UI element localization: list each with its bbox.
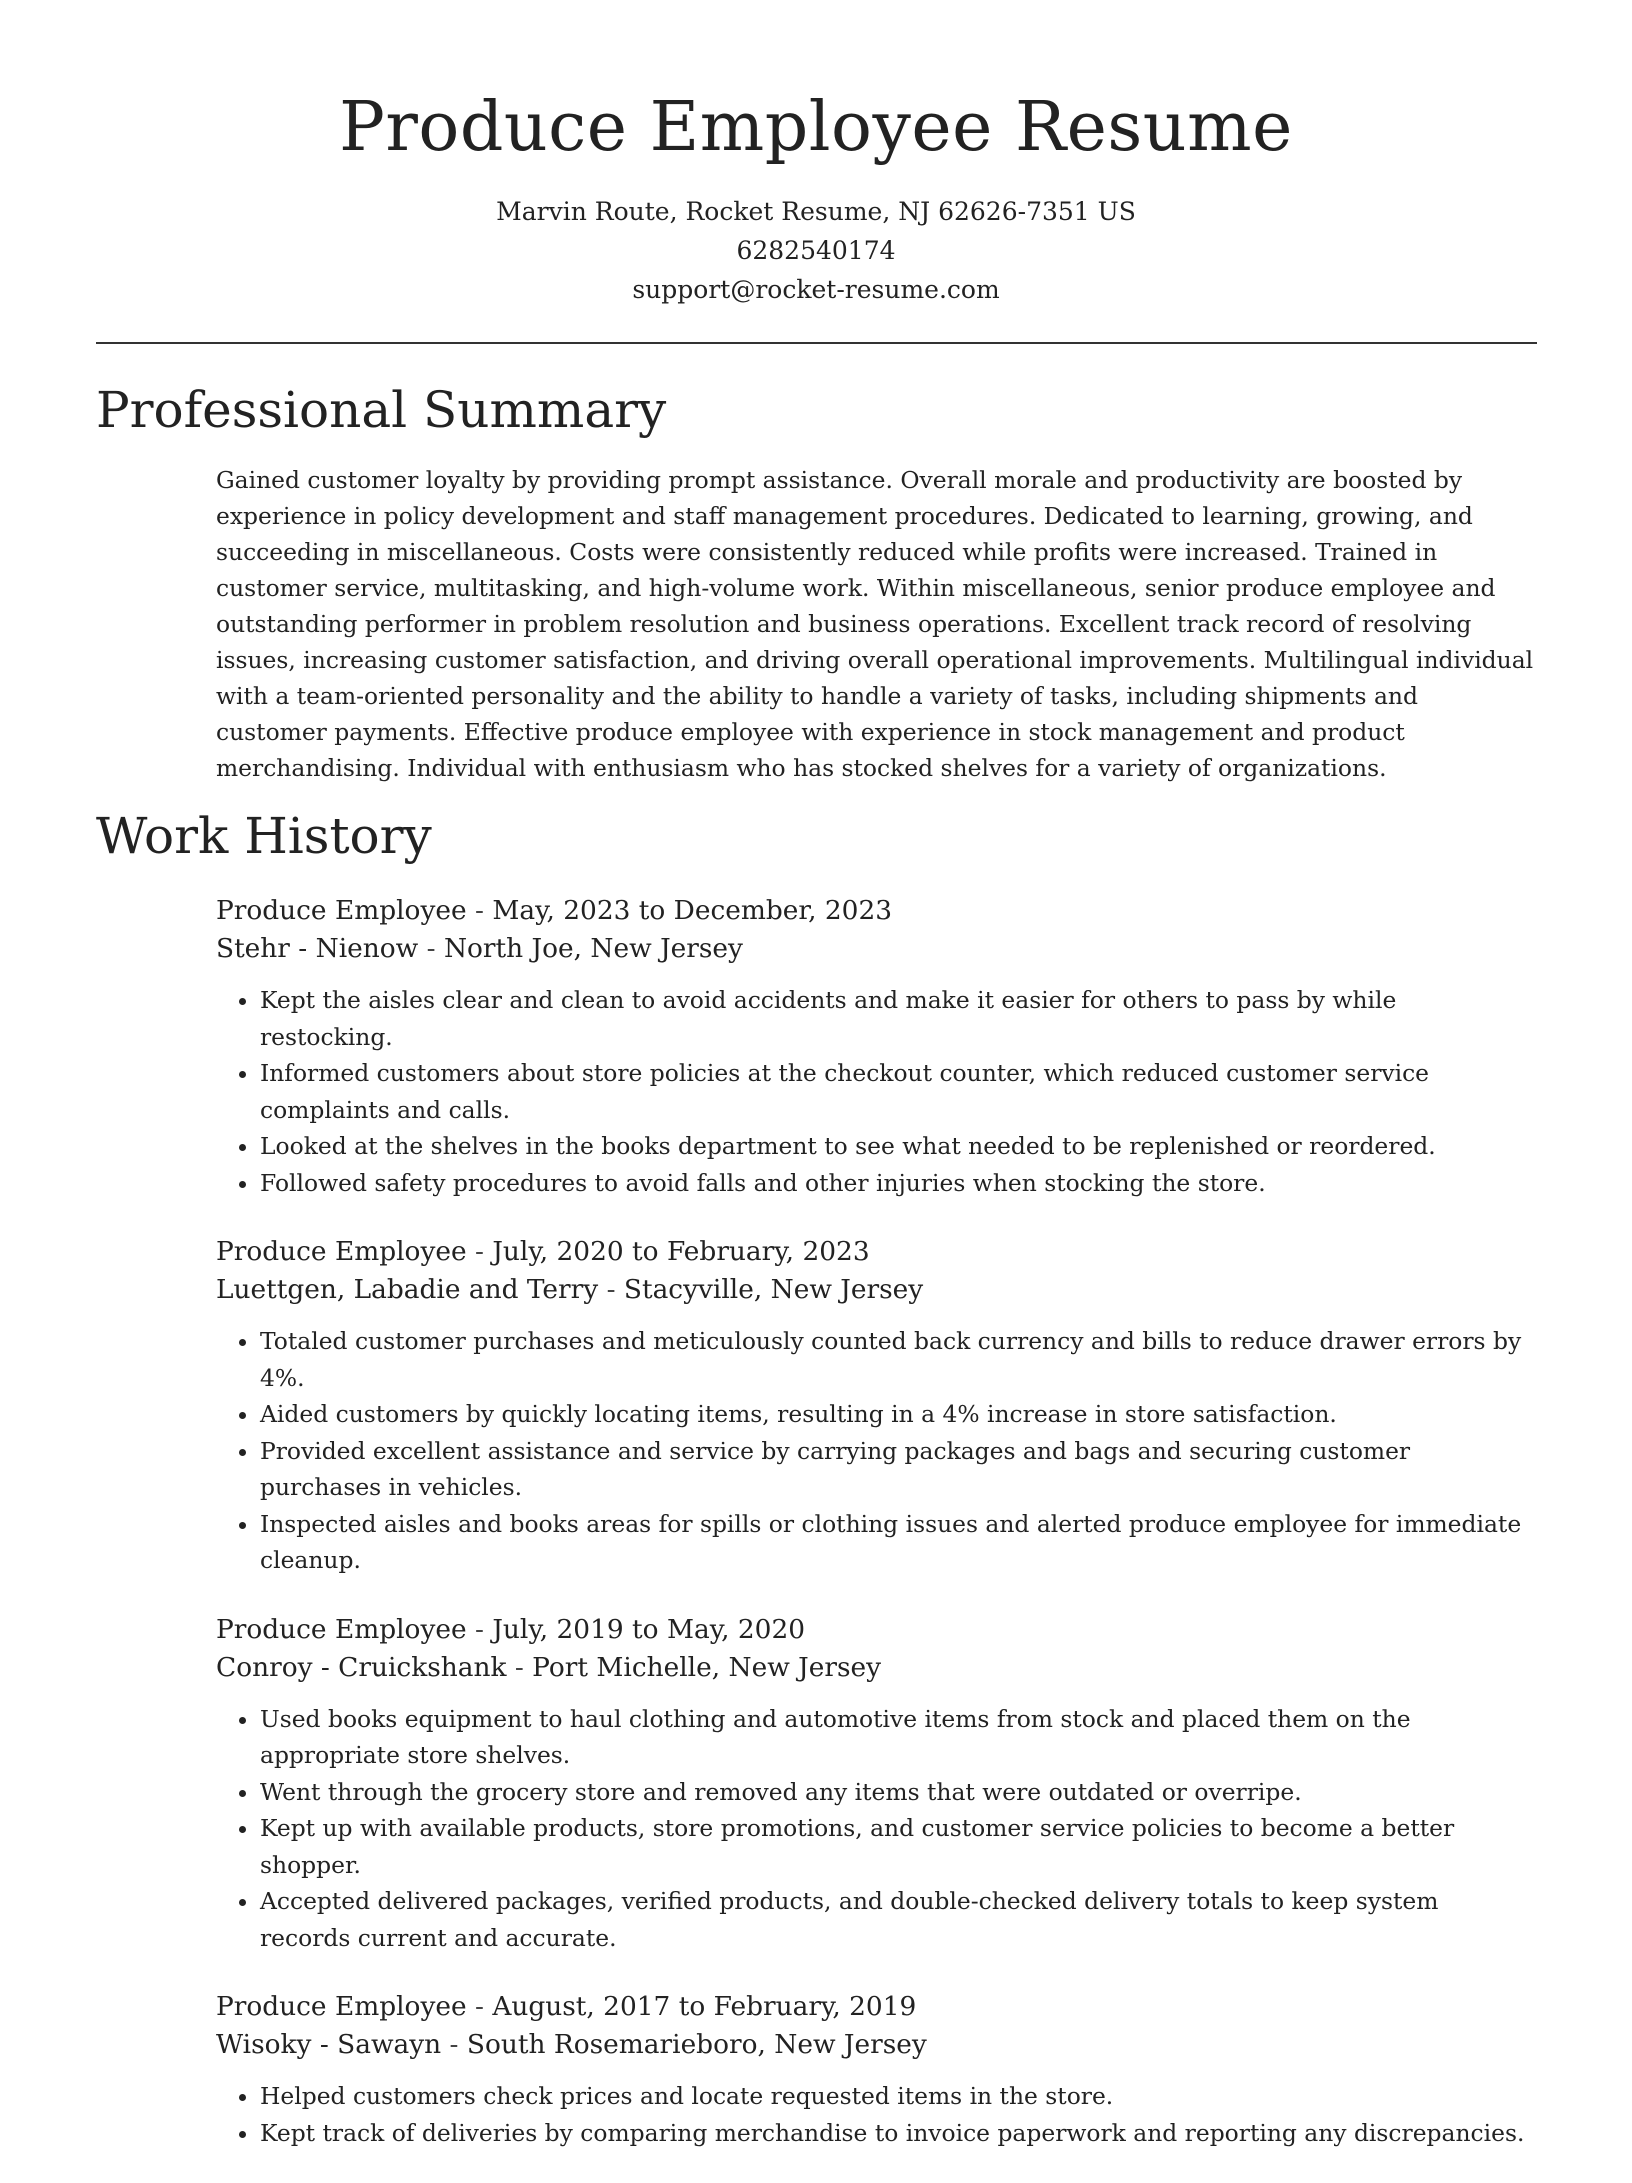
job-bullet: • Followed safety procedures to avoid falls and other injuries when stocking the store.: [260, 1165, 1536, 1202]
job-bullet: • Inspected aisles and books areas for spills or clothing issues and alerted produce employee for immediate cleanup.: [260, 1506, 1536, 1579]
header-divider: [96, 342, 1537, 344]
summary-paragraph: Gained customer loyalty by providing prompt assistance. Overall morale and productivity are boosted by experience in policy development and staff management procedures. Dedicated to learning, growing, and succeeding in miscellaneous. Costs were consistently reduced while profits were increased. Trained in customer service, multitasking, and high-volume work. Within miscellaneous, senior produce employee and outstanding performer in problem resolution and business operations. Excellent track record of resolving issues, increasing customer satisfaction, and driving overall operational improvements. Multilingual individual with a team-oriented personality and the ability to handle a variety of tasks, including shipments and customer payments. Effective produce employee with experience in stock management and product merchandising. Individual with enthusiasm who has stocked shelves for a variety of organizations.: [216, 466, 1534, 782]
job-dates: July, 2019 to May, 2020: [492, 1613, 806, 1645]
job-bullet: • Kept the aisles clear and clean to avoid accidents and make it easier for others to pass by while restocking.: [260, 982, 1536, 1055]
job-bullet-list: [216, 1701, 1536, 1957]
separator: -: [506, 1651, 533, 1683]
work-history-list: [216, 892, 1536, 2183]
job-bullet: • Kept track of deliveries by comparing merchandise to invoice paperwork and reporting any discrepancies.: [260, 2115, 1536, 2152]
job-company-line: [216, 2026, 1536, 2064]
job-bullet: • Accepted delivered packages, verified products, and double-checked delivery totals to keep system records current and accurate.: [260, 1883, 1536, 1956]
job-dates: July, 2020 to February, 2023: [492, 1236, 870, 1267]
contact-address: Marvin Route, Rocket Resume, NJ 62626-7351 US: [496, 197, 1136, 226]
job-dates: May, 2023 to December, 2023: [492, 895, 893, 926]
summary-heading: Professional Summary: [96, 381, 667, 439]
job-company-line: [216, 1649, 1536, 1687]
separator: -: [441, 2029, 467, 2060]
job-bullet: • Totaled customer purchases and meticulously counted back currency and bills to reduce drawer errors by 4%.: [260, 1323, 1536, 1396]
job-bullet: • Went through the grocery store and removed any items that were outdated or overripe.: [260, 1774, 1536, 1811]
job-bullet: • Looked at the shelves in the books department to see what needed to be replenished or reordered.: [260, 1128, 1536, 1165]
job-title-line: [216, 1611, 1536, 1649]
separator: -: [418, 933, 444, 964]
work-history-heading: Work History: [96, 807, 432, 865]
job-dates: August, 2017 to February, 2019: [492, 1991, 917, 2022]
separator: -: [466, 1613, 493, 1645]
job-company: Conroy - Cruickshank: [216, 1651, 507, 1683]
job-location: North Joe, New Jersey: [443, 933, 743, 964]
job-title: Produce Employee: [216, 1236, 467, 1267]
job-location: South Rosemarieboro, New Jersey: [466, 2029, 927, 2060]
job-company-line: [216, 930, 1536, 968]
job-bullet: • Informed customers about store policies at the checkout counter, which reduced customer service complaints and calls.: [260, 1055, 1536, 1128]
contact-phone: 6282540174: [736, 236, 896, 265]
job-company-line: [216, 1271, 1536, 1309]
separator: -: [598, 1274, 624, 1305]
job-company: Wisoky - Sawayn: [216, 2029, 442, 2060]
resume-header: [0, 0, 1632, 309]
separator: -: [466, 1991, 493, 2022]
job-company: Stehr - Nienow: [216, 933, 419, 964]
job-bullet-list: [216, 2078, 1536, 2151]
job-title-line: [216, 892, 1536, 930]
job-bullet-list: [216, 982, 1536, 1201]
job-bullet: • Provided excellent assistance and service by carrying packages and bags and securing customer purchases in vehicles.: [260, 1433, 1536, 1506]
job-title: Produce Employee: [216, 895, 467, 926]
page-title: Produce Employee Resume: [339, 88, 1293, 167]
contact-email: support@rocket-resume.com: [632, 275, 1000, 304]
contact-block: [0, 192, 1632, 309]
job-title-line: [216, 1988, 1536, 2026]
job-company: Luettgen, Labadie and Terry: [216, 1274, 599, 1305]
job-title-line: [216, 1233, 1536, 1271]
job-entry: [216, 1233, 1536, 1579]
job-bullet-list: [216, 1323, 1536, 1579]
job-entry: [216, 1988, 1536, 2151]
job-entry: [216, 892, 1536, 1201]
job-location: Stacyville, New Jersey: [623, 1274, 924, 1305]
separator: -: [466, 1236, 493, 1267]
job-location: Port Michelle, New Jersey: [532, 1651, 882, 1683]
job-bullet: • Kept up with available products, store promotions, and customer service policies to become a better shopper.: [260, 1810, 1536, 1883]
job-title: Produce Employee: [216, 1613, 467, 1645]
job-bullet: • Used books equipment to haul clothing and automotive items from stock and placed them on the appropriate store shelves.: [260, 1701, 1536, 1774]
job-entry: [216, 1611, 1536, 1957]
job-bullet: • Helped customers check prices and locate requested items in the store.: [260, 2078, 1536, 2115]
job-bullet: • Aided customers by quickly locating items, resulting in a 4% increase in store satisfaction.: [260, 1396, 1536, 1433]
separator: -: [466, 895, 493, 926]
job-title: Produce Employee: [216, 1991, 467, 2022]
